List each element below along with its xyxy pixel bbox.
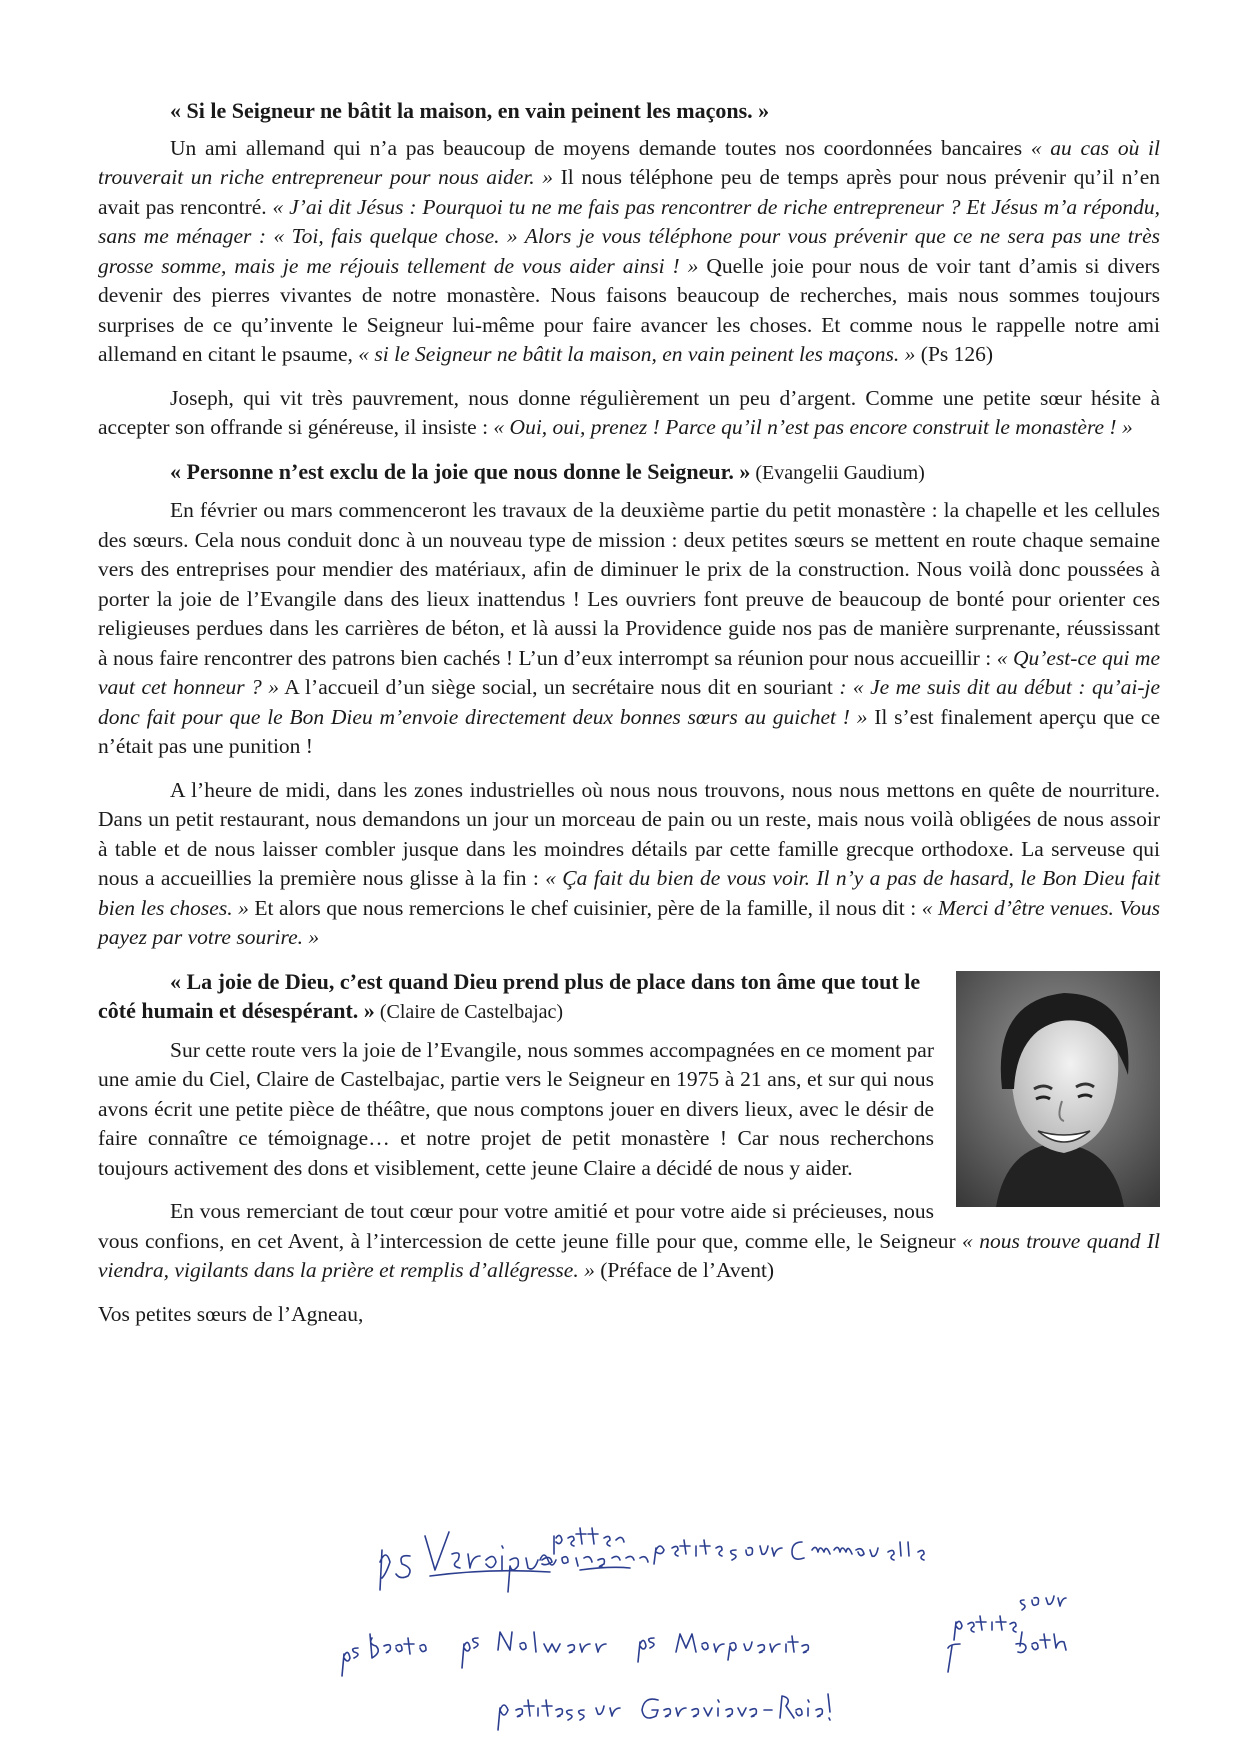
body-text: A l’heure de midi, dans les zones industrielles où nous nous trouvons, nous nous mettons en quête de nourriture. Dans un petit restaurant, nous demandons un jour un morceau de pain ou un reste, mais nous voilà obligées de nous assoir à table et de nous laisser combler jusque dans les moindres détails par cette famille grecque orthodoxe. La serveuse qui nous a accueillies la première nous glisse à la fin : [98,777,1160,890]
quote-text: « Qu’est-ce qui me vaut cet honneur ? » [98,645,1161,699]
handwritten-signatures [340,1514,1160,1744]
body-text: Un ami allemand qui n’a pas beaucoup de moyens demande toutes nos coordonnées bancaires [170,135,1031,160]
heading-source: (Claire de Castelbajac) [374,1001,564,1023]
body-paragraph [98,1197,1160,1286]
body-text: Sur cette route vers la joie de l’Evangile, nous sommes accompagnées en ce moment par une amie du Ciel, Claire de Castelbajac, partie vers le Seigneur en 1975 à 21 ans, et sur qui nous avons écrit une petite pièce de théâtre, que nous comptons jouer en divers lieux, avec le désir de faire connaître ce témoignage… et notre projet de petit monastère ! Car nous recherchons toujours activement des dons et visiblement, cette jeune Claire a décidé de nous y aider. [98,1037,934,1180]
closing-line: Vos petites sœurs de l’Agneau, [98,1301,364,1326]
body-text: (Ps 126) [915,342,994,366]
body-text: Joseph, qui vit très pauvrement, nous donne régulièrement un peu d’argent. Comme une petite sœur hésite à accepter son offrande si généreuse, il insiste : [98,385,1160,439]
heading-source: (Evangelii Gaudium) [750,461,925,484]
body-text: Quelle joie pour nous de voir tant d’amis si divers devenir des pierres vivantes de notre monastère. Nous faisons beaucoup de recherches, mais nous sommes toujours surprises de ce qu’invente le Seigneur lui-même pour faire avancer les choses. Et comme nous le rappelle notre ami allemand en citant le psaume, [98,253,1161,366]
heading-quote: « Si le Seigneur ne bâtit la maison, en vain peinent les maçons. » [170,98,770,123]
body-paragraph [98,384,1160,443]
body-paragraph [98,134,1160,370]
quote-text: « Oui, oui, prenez ! Parce qu’il n’est pas encore construit le monastère ! » [493,415,1133,439]
quote-text: « Merci d’être venues. Vous payez par votre sourire. » [98,895,1161,949]
body-text: En vous remerciant de tout cœur pour votre amitié et pour votre aide si précieuses, nous vous confions, en cet Avent, à l’intercession de cette jeune fille pour que, comme elle, le Seigneur [98,1199,963,1253]
portrait-photo [956,971,1160,1207]
body-text: (Préface de l’Avent) [594,1258,775,1282]
body-text: Et alors que nous remercions le chef cuisinier, père de la famille, il nous dit : [248,895,922,920]
quote-text: : « Je me suis dit au début : qu’ai-je donc fait pour que le Bon Dieu m’envoie directement deux bonnes sœurs au guichet ! » [98,675,1160,729]
quote-text: « si le Seigneur ne bâtit la maison, en vain peinent les maçons. » [358,342,916,366]
heading-quote: « La joie de Dieu, c’est quand Dieu prend plus de place dans ton âme que tout le côté humain et désespérant. » [98,968,921,1023]
body-text: A l’accueil d’un siège social, un secrétaire nous dit en souriant [279,675,840,699]
body-paragraph [98,496,1160,762]
quote-text: « J’ai dit Jésus : Pourquoi tu ne me fais pas rencontrer de riche entrepreneur ? Et Jésus m’a répondu, sans me ménager : « Toi, fais quelque chose. » Alors je vous téléphone pour vous prévenir que ce ne sera pas une très grosse somme, mais je me réjouis tellement de vous aider ainsi ! » [98,194,1160,278]
heading-quote: « Personne n’est exclu de la joie que nous donne le Seigneur. » [170,458,751,484]
letter-body [98,96,1160,1343]
body-text: En février ou mars commenceront les travaux de la deuxième partie du petit monastère : la chapelle et les cellules des sœurs. Cela nous conduit donc à un nouveau type de mission : deux petites sœurs se mettent en route chaque semaine vers des entreprises pour mendier des matériaux, afin de diminuer le prix de la construction. Nous voilà donc poussées à porter la joie de l’Evangile dans des lieux inattendus ! Les ouvriers font preuve de beaucoup de bonté pour orienter ces religieuses perdues dans les carrières de béton, et là aussi la Providence guide nos pas de manière surprenante, réussissant à nous faire rencontrer des patrons bien cachés ! L’un d’eux interrompt sa réunion pour nous accueillir : [98,498,1160,670]
section-heading [98,457,1160,489]
section-heading [98,96,1160,126]
body-text: Il nous téléphone peu de temps après pour nous prévenir qu’il n’en avait pas rencontré. [98,165,1160,219]
body-text: Il s’est finalement aperçu que ce n’était pas une punition ! [98,704,1160,758]
quote-text: « au cas où il trouverait un riche entrepreneur pour nous aider. » [98,135,1161,189]
quote-text: « nous trouve quand Il viendra, vigilants dans la prière et remplis d’allégresse. » [98,1228,1160,1282]
body-paragraph [98,776,1160,953]
signatures-drawing [340,1514,1160,1744]
quote-text: « Ça fait du bien de vous voir. Il n’y a pas de hasard, le Bon Dieu fait bien les choses. » [98,866,1160,920]
